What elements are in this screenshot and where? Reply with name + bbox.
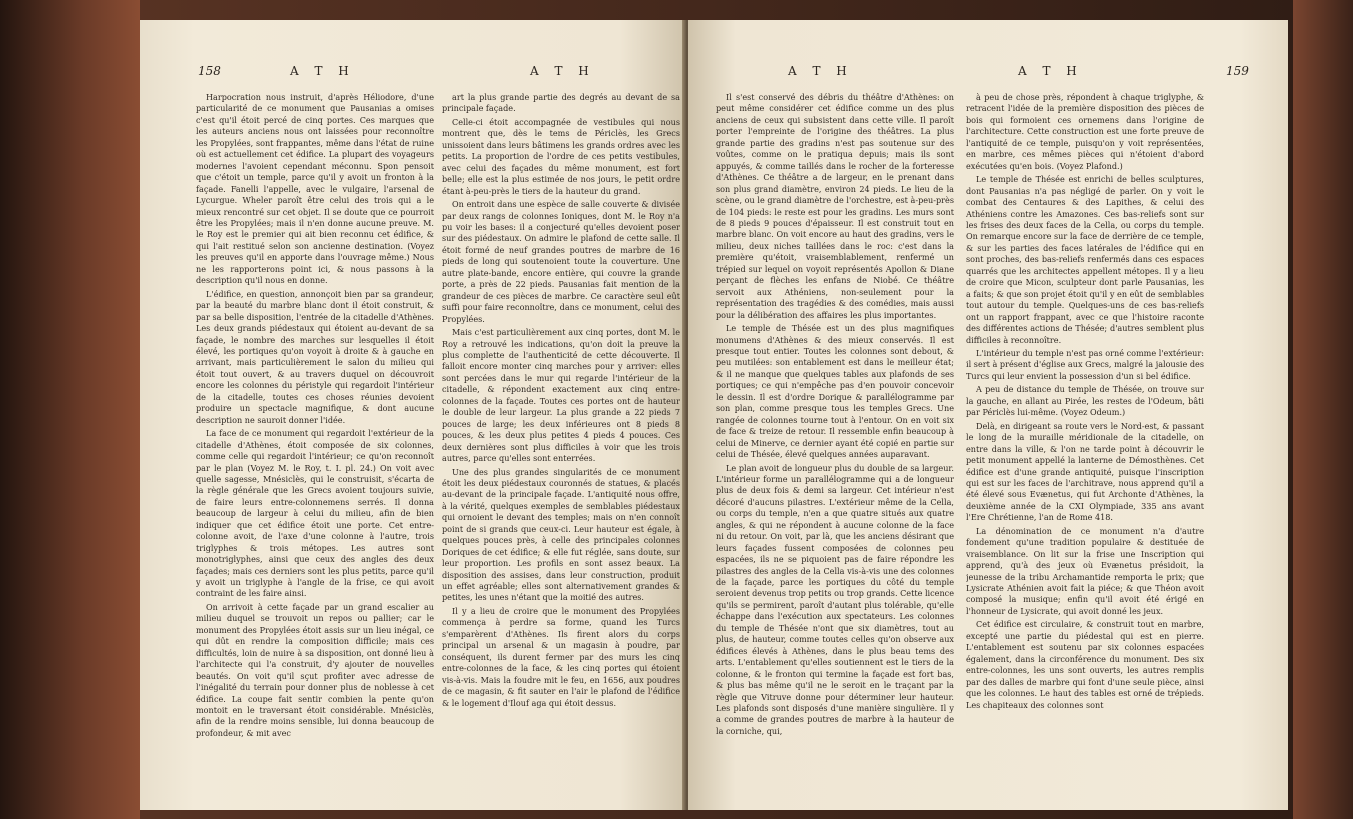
text-column-2 <box>442 92 680 792</box>
right-page <box>688 20 1288 810</box>
paragraph: art la plus grande partie des degrés au devant de sa principale façade. <box>442 92 680 114</box>
paragraph: On entroit dans une espèce de salle couverte & divisée par deux rangs de colonnes Ioniques, dont M. le Roy n'a pu voir les bases: il a conjecturé qu'elles devoient poser sur des piédestaux. On admire le plafond de cette salle. Il étoit formé de neuf grandes poutres de marbre de 16 pieds de long qui soutenoient toute la couverture. Une autre plate-bande, encore entière, qui couvre la grande porte, a près de 22 pieds. Pausanias fait mention de la grandeur de ces pièces de marbre. Ce caractère seul eût suffi pour faire reconnoître, dans ce monument, celui des Propylées. <box>442 199 680 324</box>
running-header-right: A T H <box>1018 64 1083 78</box>
paragraph: On arrivoit à cette façade par un grand escalier au milieu duquel se trouvoit un repos ou pallier; car le monument des Propylées étoit assis sur un lieu inégal, ce qui dût en rendre la composition difficile; mais ces difficultés, loin de nuire à sa disposition, ont donné lieu à l'architecte qui l'a construit, d'y ajouter de nouvelles beautés. On voit qu'il sçut profiter avec adresse de l'inégalité du terrain pour donner plus de noblesse à cet édifice. La coupe fait sentir combien la pente qu'on montoit en le traversant étoit considérable. Mnésiclès, afin de la rendre moins sensible, lui donna beaucoup de profondeur, & mit avec <box>196 601 434 738</box>
paragraph: Une des plus grandes singularités de ce monument étoit les deux piédestaux couronnés de statues, & placés au-devant de la principale façade. L'antiquité nous offre, à la vérité, quelques exemples de semblables piédestaux qui ornoient le devant des temples; mais on n'en connoît point de si grands que ceux-ci. Leur hauteur est égale, à quelques pouces près, à celle des principales colonnes Doriques de cet édifice; & elle fut réglée, sans doute, sur leur proportion. Les profils en sont assez beaux. La disposition des assises, dans leur construction, produit un effet agréable; elles sont alternativement grandes & petites, les unes n'étant que la moitié des autres. <box>442 466 680 603</box>
book-cover-right <box>1293 0 1353 819</box>
paragraph: Celle-ci étoit accompagnée de vestibules qui nous montrent que, dès le tems de Périclès, les Grecs unissoient dans leurs bâtimens les grands ordres avec les petits. La proportion de l'ordre de ces petits vestibules, avec celui des façades du même monument, est fort belle; elle est la plus estimée de nos jours, le petit ordre étant à-peu-près le tiers de la hauteur du grand. <box>442 116 680 196</box>
paragraph: L'édifice, en question, annonçoit bien par sa grandeur, par la beauté du marbre blanc dont il étoit construit, & par sa belle disposition, l'entrée de la citadelle d'Athènes. Les deux grands piédestaux qui étoient au-devant de sa façade, le nombre des marches sur lesquelles il étoit élevé, les portiques qu'on voyoit à droite & à gauche en arrivant, mais particulièrement le salon du milieu qui étoit tout ouvert, & au travers duquel on découvroit encore les colonnes du péristyle qui regardoit l'intérieur de la citadelle, toutes ces choses réunies devoient produire un spectacle magnifique, & dont aucune description ne sauroit donner l'idée. <box>196 288 434 425</box>
paragraph: Le plan avoit de longueur plus du double de sa largeur. L'intérieur forme un parallélogramme qui a de longueur plus de deux fois & demi sa largeur. Cet intérieur n'est décoré d'aucuns pilastres. L'extérieur même de la Cella, ou corps du temple, n'en a que quatre situés aux quatre angles, & qui ne répondent à aucune colonne de la face ni du retour. On voit, par là, que les anciens désirant que leurs façades fussent composées de colonnes peu espacées, ils ne se piquoient pas de faire répondre les pilastres des angles de la Cella vis-à-vis une des colonnes de la façade, parce les portiques du côté du temple seroient devenus trop petits ou trop grands. Cette licence qu'ils se permirent, paroît d'autant plus tolérable, qu'elle échappe dans l'exécution aux spectateurs. Les colonnes du temple de Thésée n'ont que six diamètres, tout au plus, de hauteur, comme toutes celles qu'on observe aux édifices élevés à Athènes, dans le plus beau tems des arts. L'entablement qu'elles soutiennent est le tiers de la colonne, & le fronton qui termine la façade est fort bas, & plus bas même qu'il ne le seroit en le traçant par la règle que Vitruve donne pour déterminer leur hauteur. Les plafonds sont disposés d'une manière singulière. Il y a comme de grandes poutres de marbre à la hauteur de la corniche, qui, <box>716 462 954 736</box>
paragraph: La dénomination de ce monument n'a d'autre fondement qu'une tradition populaire & destituée de vraisemblance. On lit sur la frise une Inscription qui apprend, qu'à des jeux où Evænetus présidoit, la jeunesse de la tribu Archamantide remporta le prix; que Lysicrate Athénien avoit fait la piéce; & que Théon avoit composé la musique; enfin qu'il avoit été érigé en l'honneur de Lysicrate, qui avoit donné les jeux. <box>966 525 1204 616</box>
page-number: 158 <box>198 64 221 78</box>
book-cover-left <box>0 0 140 819</box>
running-header-left: A T H <box>290 64 355 78</box>
paragraph: Delà, en dirigeant sa route vers le Nord-est, & passant le long de la muraille méridionale de la citadelle, on entre dans la ville, & l'on ne tarde point à découvrir le petit monument appellé la lanterne de Démosthènes. Cet édifice est d'une grande antiquité, puisque l'inscription qui est sur les faces de l'architrave, nous apprend qu'il a été élevé sous Evænetus, qui fut Archonte d'Athènes, la deuxième année de la CXI Olympiade, 335 ans avant l'Ere Chrétienne, l'an de Rome 418. <box>966 420 1204 523</box>
running-header-left: A T H <box>788 64 853 78</box>
paragraph: Harpocration nous instruit, d'après Héliodore, d'une particularité de ce monument que Pausanias a omises c'est qu'il étoit percé de cinq portes. Ces marques que les auteurs anciens nous ont laissées pour reconnoître les Propylées, sont frappantes, même dans l'état de ruine où est actuellement cet édifice. La plupart des voyageurs modernes l'avoient cependant méconnu. Spon pensoit que c'étoit un temple, parce qu'il y avoit un fronton à la façade. Fanelli l'appelle, avec le vulgaire, l'arsenal de Lycurgue. Wheler paroît être celui des trois qui a le mieux rencontré sur cet objet. Il se doute que ce pourroit être les Propylées; mais il n'en donne aucune preuve. M. le Roy est le premier qui ait bien reconnu cet édifice, & qui l'ait restitué selon son ancienne destination. (Voyez les preuves qu'il en apporte dans l'ouvrage même.) Nous ne les rapporterons point ici, & nous passons à la description qu'il nous en donne. <box>196 92 434 286</box>
left-page <box>140 20 685 810</box>
paragraph: Le temple de Thésée est enrichi de belles sculptures, dont Pausanias n'a pas négligé de parler. On y voit le combat des Centaures & des Lapithes, & celui des Athéniens contre les Amazones. Ces bas-reliefs sont sur les frises des deux faces de la Cella, ou corps du temple. On remarque encore sur la face de derrière de ce temple, & sur les parties des faces latérales de l'édifice qui en sont proches, des bas-reliefs renfermés dans ces espaces quarrés que les architectes appellent métopes. Il y a lieu de croire que Micon, sculpteur dont parle Pausanias, les a faits; & que son projet étoit qu'il y en eût de semblables tout autour du temple. Quelques-uns de ces bas-reliefs ont un rapport frappant, avec ce que l'histoire raconte des différentes actions de Thésée; d'autres semblent plus difficiles à reconnoître. <box>966 174 1204 345</box>
paragraph: A peu de distance du temple de Thésée, on trouve sur la gauche, en allant au Pirée, les restes de l'Odeum, bâti par Périclès lui-même. (Voyez Odeum.) <box>966 384 1204 418</box>
paragraph: Il y a lieu de croire que le monument des Propylées commença à perdre sa forme, quand les Turcs s'emparèrent d'Athènes. Ils firent alors du corps principal un arsenal & un magasin à poudre, par conséquent, ils durent fermer par des murs les cinq entre-colonnes de la face, & les cinq portes qui étoient vis-à-vis. Mais la foudre mit le feu, en 1656, aux poudres de ce magasin, & fit sauter en l'air le plafond de l'édifice & le logement d'Ilouf aga qui étoit dessus. <box>442 605 680 708</box>
text-column-1 <box>716 92 954 792</box>
text-column-1 <box>196 92 434 792</box>
running-header-right: A T H <box>530 64 595 78</box>
paragraph: Il s'est conservé des débris du théâtre d'Athènes: on peut même considérer cet édifice comme un des plus anciens de ceux qui subsistent dans cette ville. Il paroît porter l'empreinte de l'origine des théâtres. La plus grande partie des gradins n'est pas soutenue sur des voûtes, comme on le pratiqua depuis; mais ils sont appuyés, & comme taillés dans le rocher de la forteresse d'Athènes. Ce théâtre a de largeur, en le prenant dans son plus grand diamètre, environ 24 pieds. Le lieu de la scène, ou le grand diamètre de l'orchestre, est à-peu-près de 104 pieds: le reste est pour les gradins. Les murs sont de 8 pieds 9 pouces d'épaisseur. Il est construit tout en marbre blanc. On voit encore au haut des gradins, vers le milieu, deux niches taillées dans le roc: c'est dans la première qu'étoit, vraisemblablement, renfermé un trépied sur lequel on voyoit représentés Apollon & Diane perçant de flèches les enfans de Niobé. Ce théâtre servoit aux Athéniens, non-seulement pour la représentation des tragédies & des comédies, mais aussi pour la délibération des affaires les plus importantes. <box>716 92 954 320</box>
paragraph: Cet édifice est circulaire, & construit tout en marbre, excepté une partie du piédestal qui est en pierre. L'entablement est soutenu par six colonnes espacées également, dans la circonférence du monument. Des six entre-colonnes, les uns sont ouverts, les autres remplis par des dalles de marbre qui font d'une seule pièce, ainsi que les colonnes. Le haut des tables est orné de trépieds. Les chapiteaux des colonnes sont <box>966 619 1204 710</box>
text-column-2 <box>966 92 1204 792</box>
paragraph: La face de ce monument qui regardoit l'extérieur de la citadelle d'Athènes, étoit composée de six colonnes, comme celle qui regardoit l'intérieur; ce qu'on reconnoît par le plan (Voyez M. le Roy, t. I. pl. 24.) On voit avec quelle sagesse, Mnésiclès, qui le construisit, s'écarta de la règle générale que les Grecs avoient toujours suivie, de faire leurs entre-colonnemens serrés. Il donna beaucoup de largeur à celui du milieu, afin de bien indiquer que cet édifice étoit une porte. Cet entre-colonne avoit, de l'axe d'une colonne à l'autre, trois triglyphes & trois métopes. Les autres sont monotriglyphes, ainsi que ceux des angles des deux façades; mais ces derniers sont les plus petits, parce qu'il y avoit un triglyphe à l'angle de la frise, ce qui avoit contraint de les faire ainsi. <box>196 428 434 599</box>
page-number: 159 <box>1226 64 1249 78</box>
paragraph: Mais c'est particulièrement aux cinq portes, dont M. le Roy a retrouvé les indications, qu'on doit la preuve la plus complette de l'authenticité de cette découverte. Il falloit encore monter cinq marches pour y arriver: elles sont percées dans le mur qui regarde l'intérieur de la citadelle, & répondent exactement aux cinq entre-colonnes de la façade. Toutes ces portes ont de hauteur le double de leur largeur. La plus grande a 22 pieds 7 pouces de large; les deux inférieures ont 8 pieds 8 pouces, & les deux plus petites 4 pieds 4 pouces. Ces deux dernières sont plus difficiles à voir que les trois autres, parce qu'elles sont enterrées. <box>442 327 680 464</box>
paragraph: Le temple de Thésée est un des plus magnifiques monumens d'Athènes & des mieux conservés. Il est presque tout entier. Toutes les colonnes sont debout, & peu mutilées: son entablement est dans le meilleur état; & il ne manque que quelques tables aux plafonds de ses portiques; ce qui n'empêche pas d'en pouvoir concevoir le dessin. Il est d'ordre Dorique & parallélogramme par son plan, comme presque tous les temples Grecs. Une rangée de colonnes tourne tout à l'entour. On en voit six de face & treize de retour. Il ressemble enfin beaucoup à celui de Minerve, ce dernier ayant été copié en partie sur celui de Thésée, élevé quelques années auparavant. <box>716 323 954 460</box>
paragraph: à peu de chose près, répondent à chaque triglyphe, & retracent l'idée de la première disposition des pièces de bois qui formoient ces ornemens dans l'origine de l'architecture. Cette construction est une forte preuve de l'antiquité de ce temple, puisqu'on y voit représentées, en marbre, ces mêmes pièces qui n'étoient d'abord exécutées qu'en bois. (Voyez Plafond.) <box>966 92 1204 171</box>
paragraph: L'intérieur du temple n'est pas orné comme l'extérieur: il sert à présent d'église aux Grecs, malgré la jalousie des Turcs qui leur envient la possession d'un si bel édifice. <box>966 347 1204 381</box>
